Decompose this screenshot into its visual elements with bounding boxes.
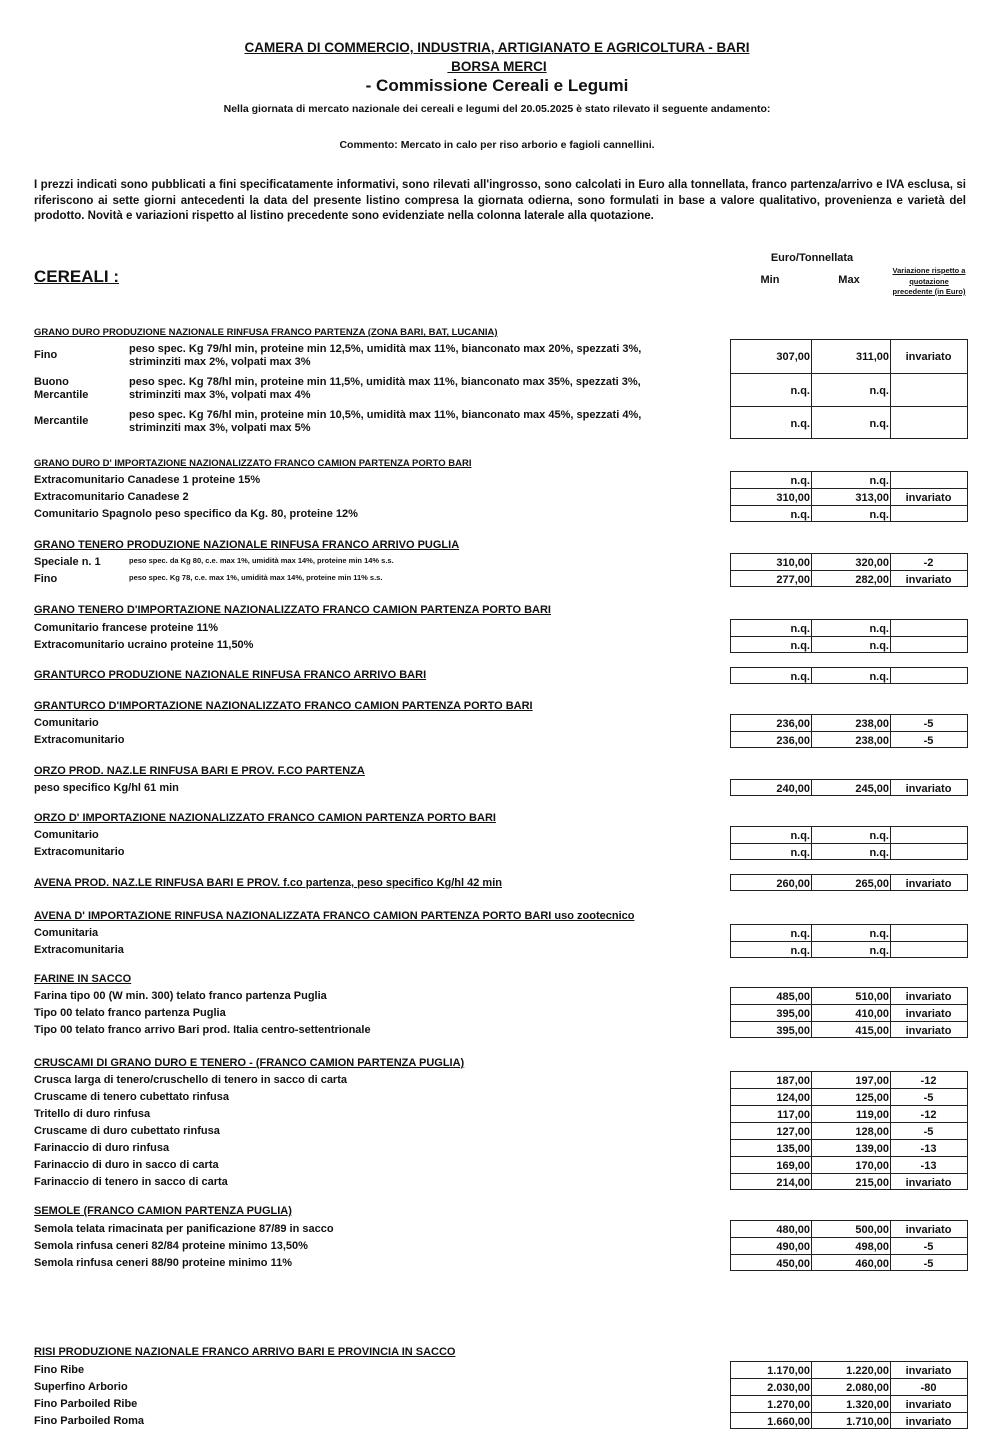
row-label: Farinaccio di duro rinfusa [34, 1142, 170, 1154]
section-title: ORZO D' IMPORTAZIONE NAZIONALIZZATO FRANCO CAMION PARTENZA PORTO BARI [34, 812, 496, 824]
price-variation: invariato [905, 991, 952, 1003]
price-max: 125,00 [855, 1092, 889, 1104]
price-variation: -5 [923, 1241, 934, 1253]
row-description: peso spec. da Kg 80, c.e. max 1%, umidità max 14%, proteine min 14% s.s. [129, 556, 394, 565]
price-max: 460,00 [855, 1258, 889, 1270]
price-max: 498,00 [855, 1241, 889, 1253]
price-min: n.q. [790, 830, 810, 842]
price-min: n.q. [790, 671, 810, 683]
row-divider [731, 488, 967, 489]
row-label: Fino [34, 573, 58, 585]
price-max: 313,00 [855, 492, 889, 504]
price-max: 245,00 [855, 783, 889, 795]
price-max: 1.220,00 [846, 1365, 889, 1377]
price-variation: invariato [905, 492, 952, 504]
price-variation: invariato [905, 783, 952, 795]
price-max: 215,00 [855, 1177, 889, 1189]
unit-heading: Euro/Tonnellata [770, 252, 854, 264]
row-label: Mercantile [34, 415, 89, 427]
price-variation: invariato [905, 1416, 952, 1428]
price-variation: -2 [923, 557, 934, 569]
price-variation: invariato [905, 1399, 952, 1411]
row-label: Comunitario [34, 829, 99, 841]
price-min: 1.660,00 [767, 1416, 810, 1428]
min-column-heading: Min [760, 274, 780, 286]
column-divider [890, 668, 891, 683]
price-min: 1.270,00 [767, 1399, 810, 1411]
section-title: GRANO DURO PRODUZIONE NAZIONALE RINFUSA FRANCO PARTENZA (ZONA BARI, BAT, LUCANIA) [34, 327, 498, 338]
row-divider [731, 1122, 967, 1123]
row-label: Extracomunitario Canadese 2 [34, 491, 189, 503]
row-divider [731, 1139, 967, 1140]
price-max: n.q. [869, 928, 889, 940]
price-variation: invariato [905, 1224, 952, 1236]
price-min: 310,00 [776, 492, 810, 504]
price-variation: -13 [920, 1160, 937, 1172]
price-max: 170,00 [855, 1160, 889, 1172]
row-label: Comunitario francese proteine 11% [34, 622, 218, 634]
price-max: 119,00 [855, 1109, 889, 1121]
row-label: Extracomunitario [34, 734, 125, 746]
price-min: 395,00 [776, 1025, 810, 1037]
row-label: Fino Parboiled Roma [34, 1415, 145, 1427]
section-title: GRANTURCO D'IMPORTAZIONE NAZIONALIZZATO FRANCO CAMION PARTENZA PORTO BARI [34, 700, 533, 712]
row-divider [731, 1412, 967, 1413]
price-variation: invariato [905, 1365, 952, 1377]
variation-column-heading: Variazione rispetto a quotazione precedente (in Euro) [892, 266, 966, 296]
price-max: n.q. [869, 830, 889, 842]
price-min: 480,00 [776, 1224, 810, 1236]
price-min: n.q. [790, 945, 810, 957]
row-label: Crusca larga di tenero/cruschello di tenero in sacco di carta [34, 1074, 347, 1086]
price-max: n.q. [869, 385, 889, 397]
price-min: 214,00 [776, 1177, 810, 1189]
price-variation: invariato [905, 1008, 952, 1020]
price-variation: -12 [920, 1075, 937, 1087]
price-max: 415,00 [855, 1025, 889, 1037]
price-min: 450,00 [776, 1258, 810, 1270]
price-max: 1.320,00 [846, 1399, 889, 1411]
price-min: n.q. [790, 640, 810, 652]
section-title: AVENA PROD. NAZ.LE RINFUSA BARI E PROV. f.co partenza, peso specifico Kg/hl 42 min [34, 877, 502, 889]
row-label: Fino [34, 349, 58, 361]
row-divider [731, 636, 967, 637]
row-label: Extracomunitario [34, 846, 125, 858]
row-label: Extracomunitario ucraino proteine 11,50% [34, 639, 254, 651]
row-label: Speciale n. 1 [34, 556, 101, 568]
cereali-heading: CEREALI : [34, 267, 119, 286]
row-label: Farina tipo 00 (W min. 300) telato franco partenza Puglia [34, 990, 327, 1002]
price-min: n.q. [790, 847, 810, 859]
price-variation: -5 [923, 1126, 934, 1138]
row-label: Comunitario [34, 717, 99, 729]
row-divider [731, 570, 967, 571]
price-max: n.q. [869, 418, 889, 430]
section-title: GRANTURCO PRODUZIONE NAZIONALE RINFUSA FRANCO ARRIVO BARI [34, 669, 427, 681]
row-label: Semola telata rimacinata per panificazione 87/89 in sacco [34, 1223, 334, 1235]
price-min: 117,00 [776, 1109, 810, 1121]
price-max: 197,00 [855, 1075, 889, 1087]
row-divider [731, 1237, 967, 1238]
price-variation: -5 [923, 718, 934, 730]
commission-title: - Commissione Cereali e Legumi [365, 76, 629, 95]
row-divider [731, 1105, 967, 1106]
price-max: 2.080,00 [846, 1382, 889, 1394]
price-min: 1.170,00 [767, 1365, 810, 1377]
price-max: n.q. [869, 671, 889, 683]
row-label: Extracomunitaria [34, 944, 124, 956]
price-min: 260,00 [776, 878, 810, 890]
row-divider [731, 1156, 967, 1157]
row-divider [731, 1021, 967, 1022]
row-label: Superfino Arborio [34, 1381, 128, 1393]
row-label: Buono Mercantile [34, 376, 89, 401]
price-min: 240,00 [776, 783, 810, 795]
price-min: 127,00 [776, 1126, 810, 1138]
row-label: Extracomunitario Canadese 1 proteine 15% [34, 474, 261, 486]
max-column-heading: Max [838, 274, 860, 286]
section-title: SEMOLE (FRANCO CAMION PARTENZA PUGLIA) [34, 1205, 292, 1217]
row-divider [731, 1004, 967, 1005]
price-max: 500,00 [855, 1224, 889, 1236]
section-title: RISI PRODUZIONE NAZIONALE FRANCO ARRIVO BARI E PROVINCIA IN SACCO [34, 1346, 456, 1358]
row-label: Cruscame di tenero cubettato rinfusa [34, 1091, 229, 1103]
price-variation: -5 [923, 1092, 934, 1104]
price-min: 307,00 [776, 351, 810, 363]
row-divider [731, 1254, 967, 1255]
row-divider [731, 505, 967, 506]
price-variation: -80 [920, 1382, 937, 1394]
price-min: 395,00 [776, 1008, 810, 1020]
price-min: 236,00 [776, 718, 810, 730]
price-max: n.q. [869, 640, 889, 652]
row-description: peso spec. Kg 78/hl min, proteine min 11,5%, umidità max 11%, bianconato max 35%, spezzati 3%, striminziti max 3%, volpati max 4% [129, 376, 641, 401]
row-divider [731, 941, 967, 942]
price-max: n.q. [869, 509, 889, 521]
price-max: n.q. [869, 475, 889, 487]
price-min: 236,00 [776, 735, 810, 747]
section-title: AVENA D' IMPORTAZIONE RINFUSA NAZIONALIZZATA FRANCO CAMION PARTENZA PORTO BARI uso zootecnico [34, 910, 635, 922]
row-label: Comunitaria [34, 927, 99, 939]
row-label: peso specifico Kg/hl 61 min [34, 782, 179, 794]
row-label: Fino Parboiled Ribe [34, 1398, 138, 1410]
row-divider [731, 373, 967, 374]
price-min: 490,00 [776, 1241, 810, 1253]
price-variation: -5 [923, 1258, 934, 1270]
price-min: 169,00 [776, 1160, 810, 1172]
price-max: 238,00 [855, 735, 889, 747]
row-label: Tipo 00 telato franco partenza Puglia [34, 1007, 226, 1019]
row-label: Tipo 00 telato franco arrivo Bari prod. Italia centro-settentrionale [34, 1024, 371, 1036]
market-title: BORSA MERCI [447, 59, 547, 74]
section-title: GRANO DURO D' IMPORTAZIONE NAZIONALIZZATO FRANCO CAMION PARTENZA PORTO BARI [34, 458, 472, 469]
row-divider [731, 1088, 967, 1089]
price-max: n.q. [869, 945, 889, 957]
price-min: n.q. [790, 928, 810, 940]
price-max: 311,00 [855, 351, 889, 363]
row-label: Semola rinfusa ceneri 82/84 proteine minimo 13,50% [34, 1240, 308, 1252]
row-label: Farinaccio di duro in sacco di carta [34, 1159, 219, 1171]
price-max: 282,00 [855, 574, 889, 586]
price-max: 128,00 [855, 1126, 889, 1138]
price-min: 124,00 [776, 1092, 810, 1104]
price-max: n.q. [869, 847, 889, 859]
row-label: Semola rinfusa ceneri 88/90 proteine minimo 11% [34, 1257, 292, 1269]
row-description: peso spec. Kg 76/hl min, proteine min 10,5%, umidità max 11%, bianconato max 45%, spezzati 4%, striminziti max 3%, volpati max 5% [129, 409, 642, 434]
price-min: n.q. [790, 418, 810, 430]
price-variation: invariato [905, 351, 952, 363]
institution-title: CAMERA DI COMMERCIO, INDUSTRIA, ARTIGIANATO E AGRICOLTURA - BARI [244, 40, 750, 55]
price-min: n.q. [790, 623, 810, 635]
price-variation: invariato [905, 574, 952, 586]
section-title: GRANO TENERO PRODUZIONE NAZIONALE RINFUSA FRANCO ARRIVO PUGLIA [34, 539, 460, 551]
price-max: 320,00 [855, 557, 889, 569]
price-min: 310,00 [776, 557, 810, 569]
price-max: 238,00 [855, 718, 889, 730]
section-title: CRUSCAMI DI GRANO DURO E TENERO - (FRANCO CAMION PARTENZA PUGLIA) [34, 1057, 465, 1069]
row-divider [731, 1395, 967, 1396]
section-title: FARINE IN SACCO [34, 973, 132, 985]
price-variation: invariato [905, 1025, 952, 1037]
price-min: 2.030,00 [767, 1382, 810, 1394]
price-max: 1.710,00 [846, 1416, 889, 1428]
market-date-intro: Nella giornata di mercato nazionale dei cereali e legumi del 20.05.2025 è stato rilevato il seguente andamento: [223, 103, 771, 115]
price-max: 410,00 [855, 1008, 889, 1020]
row-label: Cruscame di duro cubettato rinfusa [34, 1125, 220, 1137]
price-max: n.q. [869, 623, 889, 635]
row-divider [731, 1173, 967, 1174]
price-min: n.q. [790, 475, 810, 487]
price-variation: invariato [905, 878, 952, 890]
row-divider [731, 406, 967, 407]
price-max: 139,00 [855, 1143, 889, 1155]
price-max: 510,00 [855, 991, 889, 1003]
row-divider [731, 731, 967, 732]
row-label: Tritello di duro rinfusa [34, 1108, 151, 1120]
price-max: 265,00 [855, 878, 889, 890]
row-label: Farinaccio di tenero in sacco di carta [34, 1176, 228, 1188]
price-notice: I prezzi indicati sono pubblicati a fini specificatamente informativi, sono rilevati all'ingrosso, sono calcolati in Euro alla tonnellata, franco partenza/arrivo e IVA esclusa, si riferiscono ai sette giorni antecedenti la data del presente listino compresa la giornata odierna, sono formulati in base a valore qualitativo, provenienza e varietà del prodotto. Novità e variazioni rispetto al listino precedente sono evidenziate nella colonna laterale alla quotazione. [34, 179, 966, 222]
price-min: 135,00 [776, 1143, 810, 1155]
price-variation: -13 [920, 1143, 937, 1155]
row-divider [731, 843, 967, 844]
section-title: ORZO PROD. NAZ.LE RINFUSA BARI E PROV. F.CO PARTENZA [34, 765, 365, 777]
price-variation: -12 [920, 1109, 937, 1121]
price-min: 485,00 [776, 991, 810, 1003]
price-min: n.q. [790, 509, 810, 521]
row-label: Comunitario Spagnolo peso specifico da Kg. 80, proteine 12% [34, 508, 358, 520]
row-label: Fino Ribe [34, 1364, 85, 1376]
market-comment: Commento: Mercato in calo per riso arborio e fagioli cannellini. [339, 139, 655, 151]
price-min: n.q. [790, 385, 810, 397]
row-description: peso spec. Kg 78, c.e. max 1%, umidità max 14%, proteine min 11% s.s. [129, 573, 383, 582]
section-title: GRANO TENERO D'IMPORTAZIONE NAZIONALIZZATO FRANCO CAMION PARTENZA PORTO BARI [34, 604, 551, 616]
price-min: 187,00 [776, 1075, 810, 1087]
price-variation: -5 [923, 735, 934, 747]
price-min: 277,00 [776, 574, 810, 586]
price-variation: invariato [905, 1177, 952, 1189]
row-description: peso spec. Kg 79/hl min, proteine min 12,5%, umidità max 11%, bianconato max 20%, spezzati 3%, striminziti max 2%, volpati max 3% [129, 343, 642, 368]
row-divider [731, 1378, 967, 1379]
